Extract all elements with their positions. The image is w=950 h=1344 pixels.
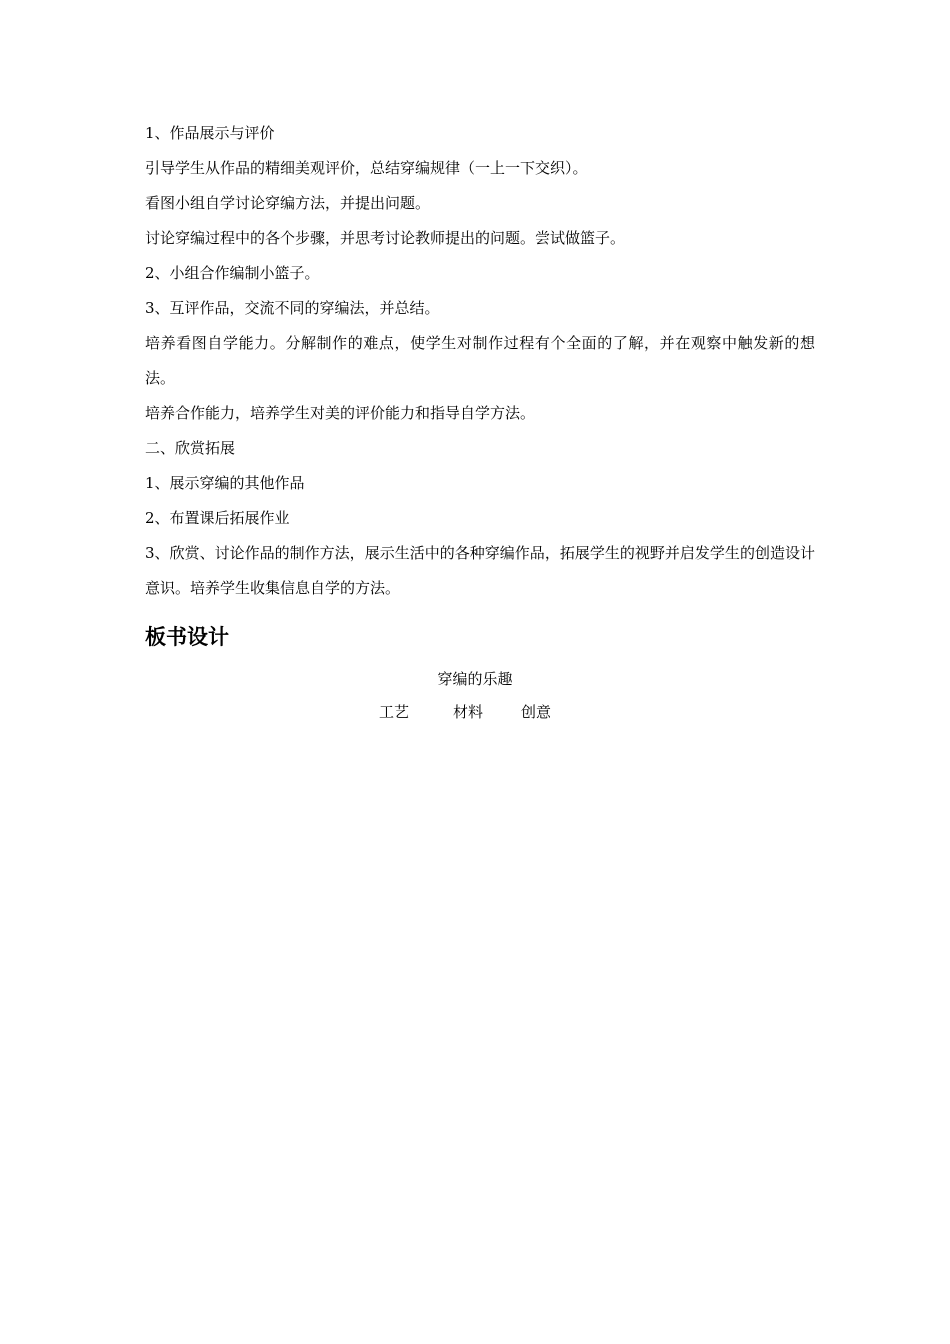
paragraph-peer-review: 3、互评作品，交流不同的穿编法，并总结。 (145, 299, 440, 317)
board-item-craft: 工艺 (379, 703, 410, 721)
paragraph-works-display: 1、作品展示与评价 (145, 124, 275, 142)
section-heading-board-design: 板书设计 (145, 625, 229, 649)
paragraph-show-works: 1、展示穿编的其他作品 (145, 474, 305, 492)
paragraph-group-study: 看图小组自学讨论穿编方法，并提出问题。 (145, 194, 431, 212)
board-item-creativity: 创意 (521, 703, 552, 721)
board-items (145, 694, 805, 730)
board-title: 穿编的乐趣 (437, 670, 513, 688)
document-body (145, 116, 815, 652)
board-item-material: 材料 (453, 703, 484, 721)
paragraph-self-study-ability: 培养看图自学能力。分解制作的难点，使学生对制作过程有个全面的了解，并在观察中触发新的想法。 (145, 334, 815, 387)
paragraph-appreciation-heading: 二、欣赏拓展 (145, 439, 236, 457)
paragraph-guide-evaluation: 引导学生从作品的精细美观评价，总结穿编规律（一上一下交织）。 (145, 159, 588, 177)
paragraph-appreciate-discuss: 3、欣赏、讨论作品的制作方法，展示生活中的各种穿编作品，拓展学生的视野并启发学生的创造设计意识。培养学生收集信息自学的方法。 (145, 544, 815, 597)
paragraph-homework: 2、布置课后拓展作业 (145, 509, 290, 527)
paragraph-discuss-steps: 讨论穿编过程中的各个步骤，并思考讨论教师提出的问题。尝试做篮子。 (145, 229, 626, 247)
paragraph-cooperation-ability: 培养合作能力，培养学生对美的评价能力和指导自学方法。 (145, 404, 536, 422)
paragraph-group-weaving: 2、小组合作编制小篮子。 (145, 264, 320, 282)
board-design (145, 664, 805, 730)
